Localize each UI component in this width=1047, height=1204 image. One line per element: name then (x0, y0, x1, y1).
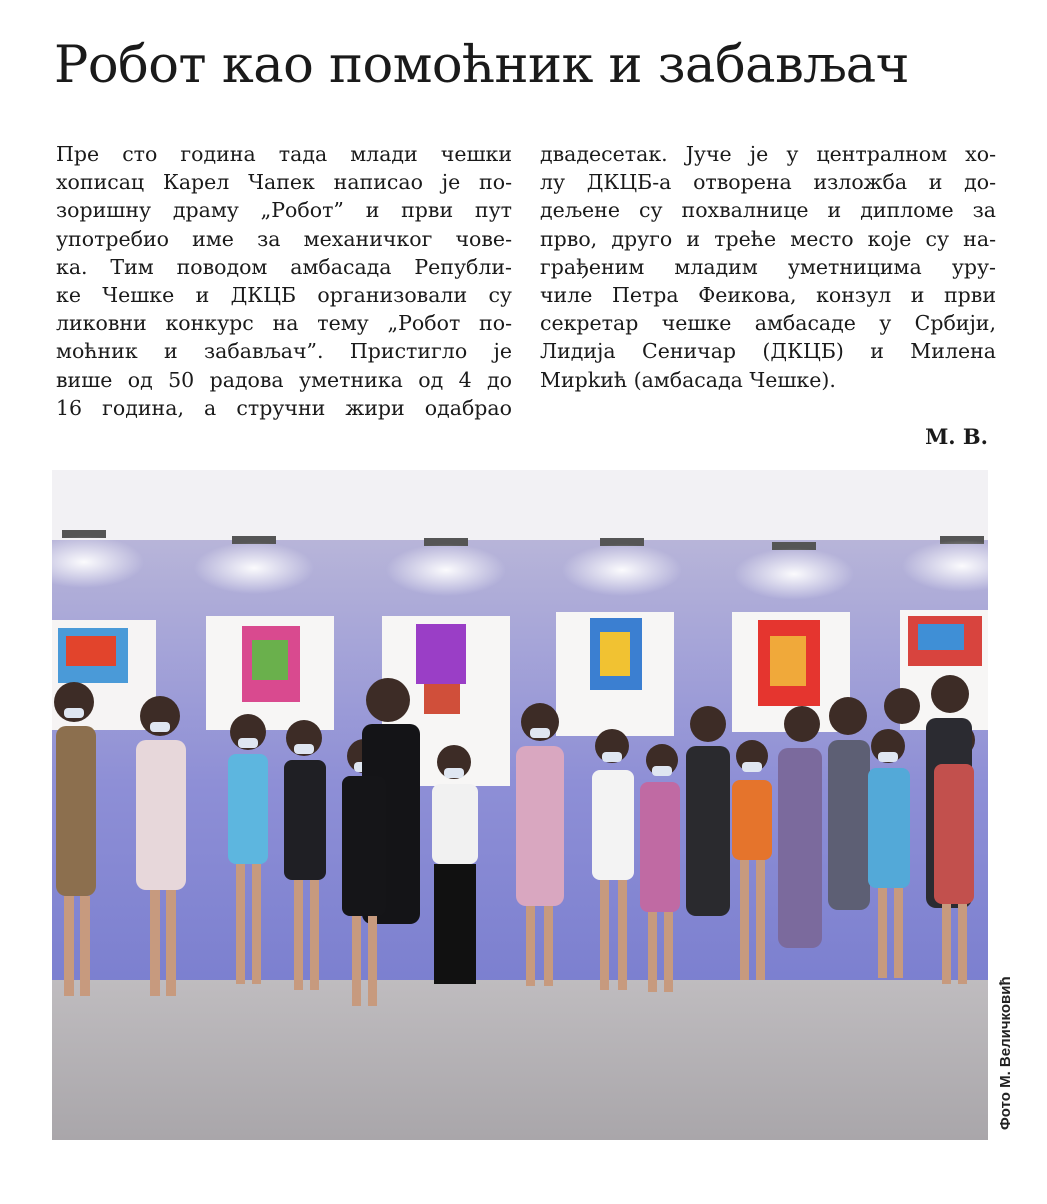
article-photo (52, 470, 988, 1140)
text-line: дељене су похвалнице и дипломе за (540, 198, 996, 223)
text-line: употребио име за механичког чове- (56, 226, 512, 251)
text-line: прво, друго и треће место које су на- (540, 226, 996, 251)
text-line: секретар чешке амбасаде у Србији, (540, 311, 996, 336)
text-line: лу ДКЦБ-а отворена изложба и до- (540, 170, 996, 195)
text-line: грађеним младим уметницима уру- (540, 254, 996, 279)
article-column-1 (56, 140, 512, 422)
text-line: Пре сто година тада млади чешки (56, 142, 512, 166)
article-headline: Робот као помоћник и забављач (54, 36, 909, 95)
text-line: Лидија Сеничар (ДКЦБ) и Милена (540, 339, 996, 364)
text-line: ка. Тим поводом амбасада Републи- (56, 254, 512, 279)
text-line: двадесетак. Јуче је у централном хо- (540, 142, 996, 166)
text-line: ке Чешке и ДКЦБ организовали су (56, 283, 512, 308)
text-line: хописац Карел Чапек написао је по- (56, 170, 512, 195)
text-line: ликовни конкурс на тему „Робот по- (56, 311, 512, 336)
text-line: 16 година, а стручни жири одабрао (56, 395, 512, 420)
exhibition-photo-illustration (52, 470, 988, 1140)
author-byline: М. В. (925, 424, 988, 449)
floor (52, 980, 988, 1140)
text-line: Мирkић (амбасада Чешке). (540, 367, 836, 392)
text-line: чиле Петра Феикова, конзул и први (540, 283, 996, 308)
text-line: зоришну драму „Робот” и први пут (56, 198, 512, 223)
article-column-2 (540, 140, 996, 394)
text-line: моћник и забављач”. Пристигло је (56, 339, 512, 364)
text-line: више од 50 радова уметника од 4 до (56, 367, 512, 392)
ceiling (52, 470, 988, 540)
photo-credit: Фото М. Величковић (997, 976, 1014, 1130)
